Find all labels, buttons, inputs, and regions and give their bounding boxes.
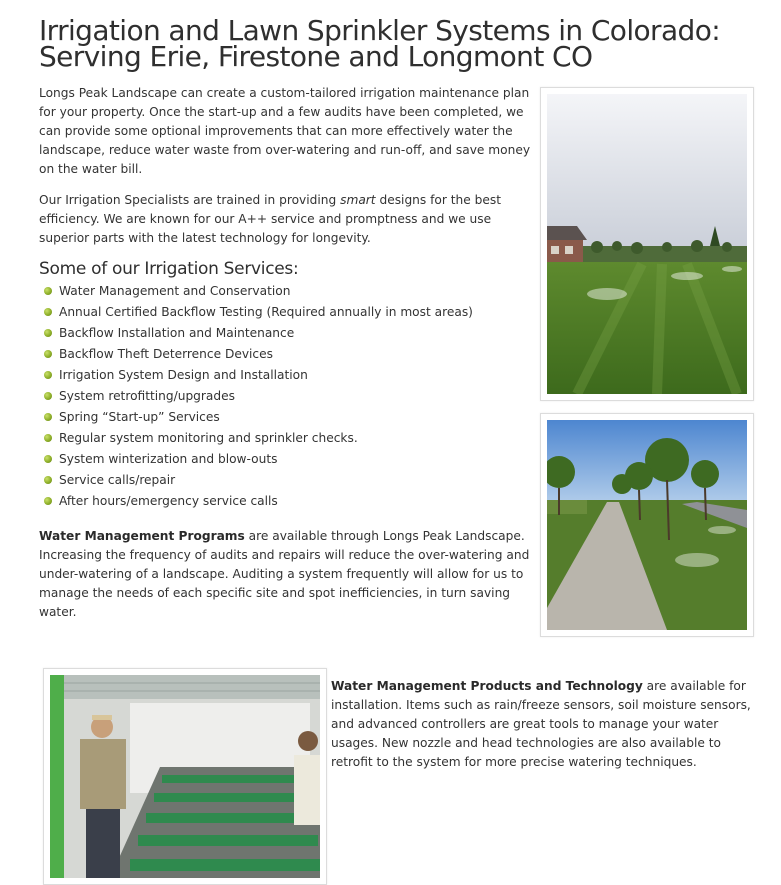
list-item (39, 387, 473, 408)
list-item (39, 303, 473, 324)
green-bullet-icon (44, 371, 52, 379)
water-management-products-paragraph (331, 677, 753, 772)
nozzle-display-image (50, 675, 320, 878)
services-list (39, 282, 473, 513)
service-label: Regular system monitoring and sprinkler checks. (59, 431, 358, 445)
services-heading: Some of our Irrigation Services: (39, 259, 299, 279)
green-bullet-icon (44, 497, 52, 505)
lawn-sprinkler-image (547, 94, 747, 394)
water-management-programs-paragraph (39, 527, 531, 622)
service-label: After hours/emergency service calls (59, 494, 278, 508)
service-label: Irrigation System Design and Installation (59, 368, 308, 382)
service-label: Spring “Start-up” Services (59, 410, 220, 424)
specialists-paragraph (39, 191, 531, 248)
intro-paragraph: Longs Peak Landscape can create a custom-tailored irrigation maintenance plan for your property. Once the start-up and a few audits have been completed, we can provide some optional improvements that can more effectively water the landscape, reduce water waste from over-watering and run-off, and save money on the water bill. (39, 86, 531, 176)
green-bullet-icon (44, 350, 52, 358)
water-management-products-title: Water Management Products and Technology (331, 679, 643, 693)
list-item (39, 324, 473, 345)
specialists-text-start: Our Irrigation Specialists are trained in providing (39, 193, 341, 207)
water-management-programs-title: Water Management Programs (39, 529, 245, 543)
sidewalk-trees-photo (540, 413, 754, 637)
green-bullet-icon (44, 455, 52, 463)
green-bullet-icon (44, 392, 52, 400)
green-bullet-icon (44, 287, 52, 295)
nozzle-display-photo (43, 668, 327, 885)
service-label: Backflow Theft Deterrence Devices (59, 347, 273, 361)
green-bullet-icon (44, 476, 52, 484)
list-item (39, 492, 473, 513)
green-bullet-icon (44, 329, 52, 337)
list-item (39, 282, 473, 303)
green-bullet-icon (44, 308, 52, 316)
water-management-programs-text: are available through Longs Peak Landscape. Increasing the frequency of audits and repairs will reduce the over-watering and under-watering of a landscape. Auditing a system frequently will allow for us to manage the needs of each specific site and spot inefficiencies, in turn saving water. (39, 529, 530, 619)
specialists-text-end: designs for the best efficiency. We are known for our A++ service and promptness and we use superior parts with the latest technology for longevity. (39, 193, 501, 245)
service-label: Backflow Installation and Maintenance (59, 326, 295, 340)
water-management-products-text: are available for installation. Items such as rain/freeze sensors, soil moisture sensors, and advanced controllers are great tools to manage your water usages. New nozzle and head technologies are also available to retrofit to the system for more precise watering techniques. (331, 679, 751, 769)
list-item (39, 429, 473, 450)
green-bullet-icon (44, 413, 52, 421)
service-label: Water Management and Conservation (59, 284, 291, 298)
lawn-sprinkler-photo (540, 87, 754, 401)
list-item (39, 345, 473, 366)
service-label: Annual Certified Backflow Testing (Required annually in most areas) (59, 305, 473, 319)
list-item (39, 408, 473, 429)
service-label: System retrofitting/upgrades (59, 389, 235, 403)
green-bullet-icon (44, 434, 52, 442)
service-label: Service calls/repair (59, 473, 176, 487)
service-label: System winterization and blow-outs (59, 452, 278, 466)
list-item (39, 450, 473, 471)
list-item (39, 471, 473, 492)
sidewalk-trees-image (547, 420, 747, 630)
smart-emphasis: smart (340, 193, 376, 207)
list-item (39, 366, 473, 387)
page-title: Irrigation and Lawn Sprinkler Systems in Colorado: Serving Erie, Firestone and Longmont CO (39, 14, 721, 73)
